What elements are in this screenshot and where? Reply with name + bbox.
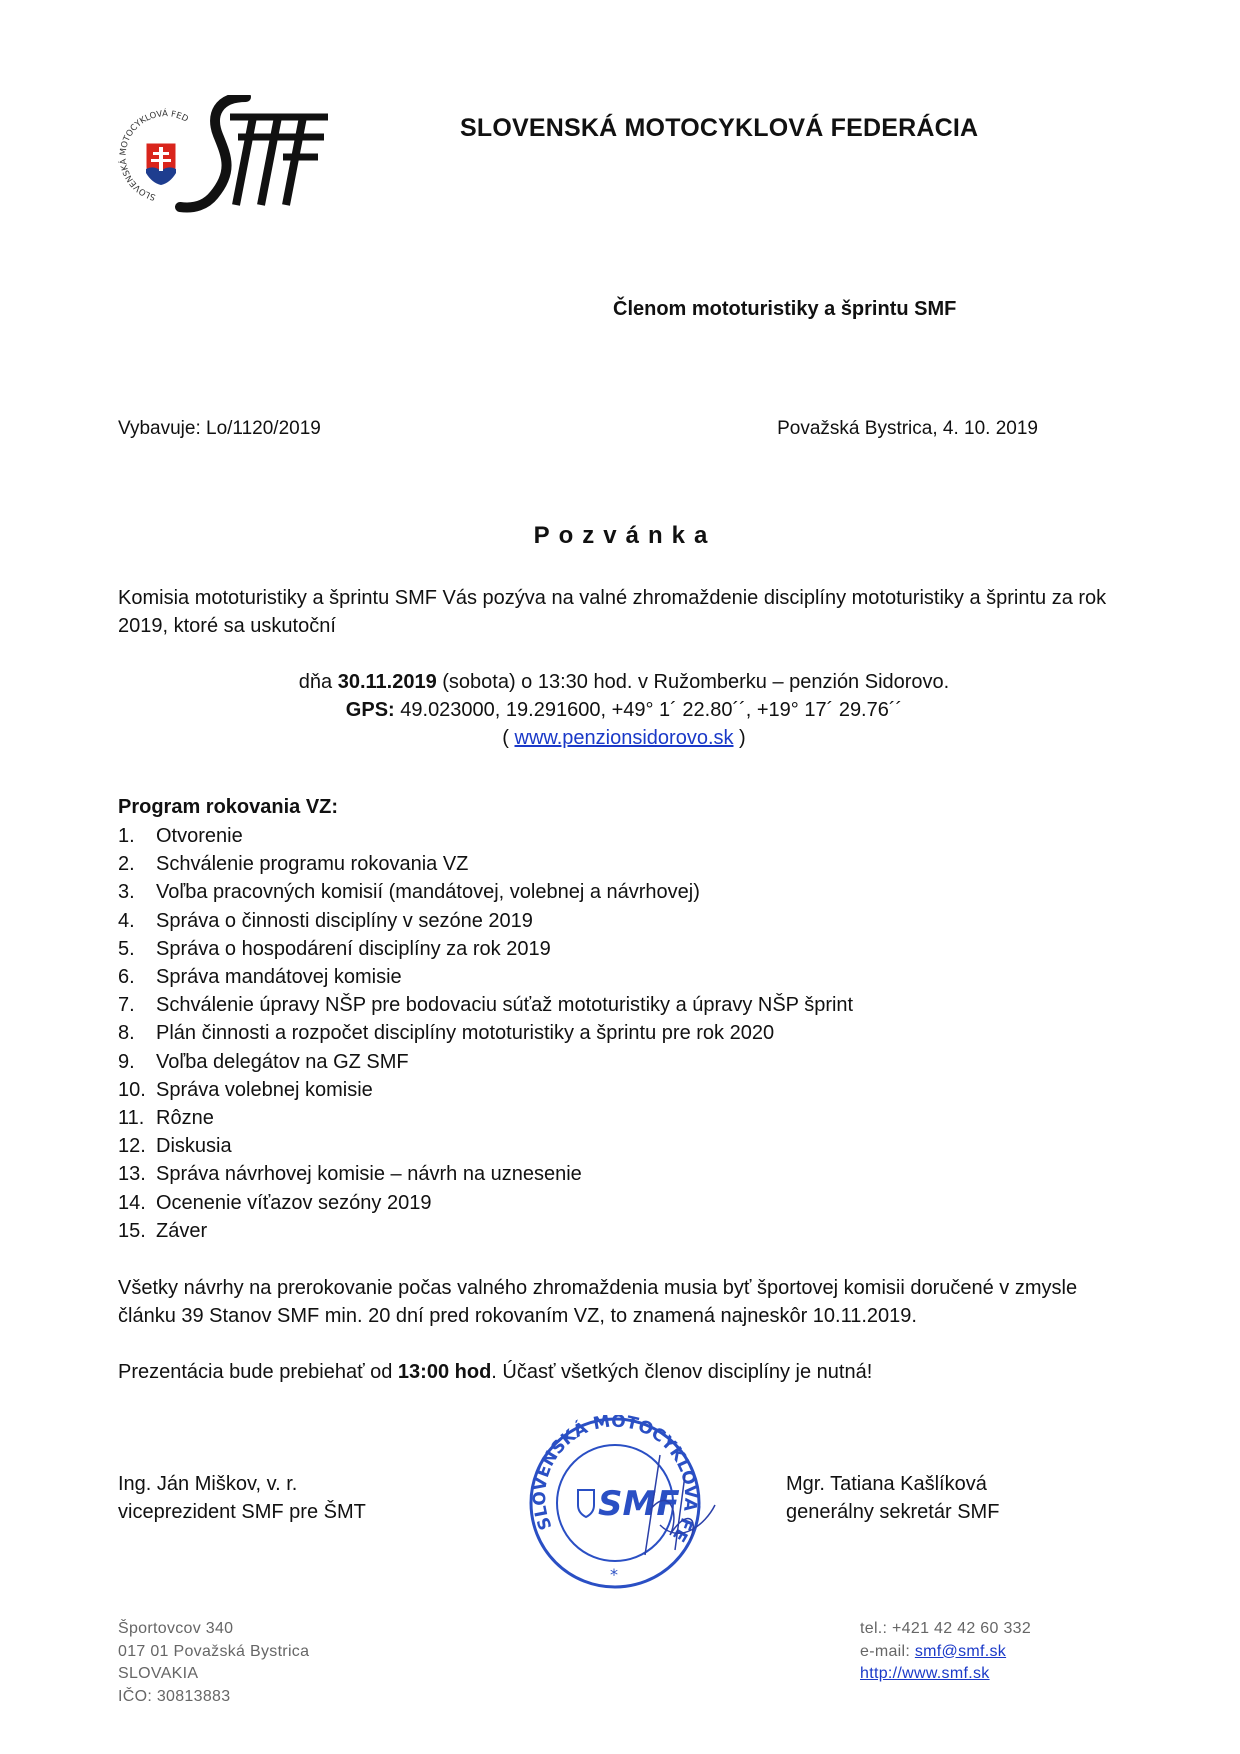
program-item-text: Plán činnosti a rozpočet disciplíny mototuristiky a šprintu pre rok 2020	[156, 1022, 775, 1045]
program-item-number: 9.	[118, 1050, 135, 1073]
program-item-number: 11.	[118, 1107, 145, 1130]
program-item	[118, 1160, 853, 1188]
signatory-role: viceprezident SMF pre ŠMT	[118, 1501, 366, 1523]
program-item-number: 5.	[118, 937, 135, 960]
program-item	[118, 1104, 853, 1132]
program-list	[118, 822, 853, 1245]
footer-contact	[860, 1618, 1031, 1686]
footer-address-line: 017 01 Považská Bystrica	[118, 1642, 310, 1660]
gps-label: GPS:	[345, 699, 395, 721]
signatory-role: generálny sekretár SMF	[786, 1501, 1000, 1523]
program-item-number: 10.	[118, 1078, 146, 1101]
program-item-text: Schválenie programu rokovania VZ	[156, 853, 469, 876]
program-item-number: 4.	[118, 909, 135, 932]
program-item	[118, 1076, 853, 1104]
signatory-name: Mgr. Tatiana Kašlíková	[786, 1473, 987, 1495]
footer-address-line: SLOVAKIA	[118, 1665, 199, 1682]
program-title: Program rokovania VZ:	[118, 796, 339, 818]
program-item-text: Diskusia	[156, 1135, 232, 1158]
signatory-name: Ing. Ján Miškov, v. r.	[118, 1473, 298, 1495]
program-item-number: 13.	[118, 1163, 146, 1186]
meeting-date: 30.11.2019	[337, 671, 437, 693]
logo-ring-text: SLOVENSKÁ MOTOCYKLOVÁ FED	[118, 109, 190, 202]
program-item	[118, 878, 853, 906]
stamp-star: *	[610, 1565, 618, 1584]
website-link[interactable]: http://www.smf.sk	[860, 1665, 990, 1682]
program-item-number: 14.	[118, 1191, 146, 1214]
program-item	[118, 1132, 853, 1160]
stamp-letters: SMF	[598, 1484, 680, 1524]
official-stamp	[510, 1415, 730, 1590]
intro-paragraph: Komisia mototuristiky a šprintu SMF Vás pozýva na valné zhromaždenie disciplíny mototuristiky a šprintu za rok 2019, ktoré sa uskutoční	[118, 587, 1107, 637]
document-heading: Pozvánka	[533, 522, 717, 549]
program-item	[118, 907, 853, 935]
signature-right	[786, 1470, 999, 1526]
gps-line	[118, 696, 1130, 724]
program-item	[118, 1048, 853, 1076]
program-item-text: Ocenenie víťazov sezóny 2019	[156, 1191, 432, 1214]
program-item	[118, 1217, 853, 1245]
proposals-paragraph: Všetky návrhy na prerokovanie počas valného zhromaždenia musia byť športovej komisii doručené v zmysle článku 39 Stanov SMF min. 20 dní pred rokovaním VZ, to znamená najneskôr 10.11.2019.	[118, 1277, 1078, 1327]
gps-value: 49.023000, 19.291600, +49° 1´ 22.80´´, +19° 17´ 29.76´´	[394, 699, 903, 721]
program-item-number: 7.	[118, 994, 135, 1017]
smf-logo	[118, 95, 333, 220]
program-item-number: 2.	[118, 853, 135, 876]
venue-website-link[interactable]: www.penzionsidorovo.sk	[514, 727, 734, 749]
program-item-text: Správa mandátovej komisie	[156, 966, 402, 989]
program-item-number: 8.	[118, 1022, 135, 1045]
footer-address-line: Športovcov 340	[118, 1620, 234, 1637]
meeting-details	[118, 668, 1130, 752]
program-item-text: Správa o činnosti disciplíny v sezóne 2019	[156, 909, 533, 932]
website-line: ( www.penzionsidorovo.sk )	[502, 727, 746, 749]
logo-letters: SMF	[268, 215, 271, 216]
stamp-ring-text: SLOVENSKÁ MOTOCYKLOVÁ FE	[529, 1415, 701, 1546]
program-item-text: Správa o hospodárení disciplíny za rok 2019	[156, 937, 551, 960]
program-item-number: 3.	[118, 881, 135, 904]
registration-paragraph: Prezentácia bude prebiehať od 13:00 hod. Účasť všetkých členov disciplíny je nutná!	[118, 1361, 873, 1383]
program-item-text: Správa volebnej komisie	[156, 1078, 373, 1101]
program-item-number: 12.	[118, 1135, 146, 1158]
footer-address	[118, 1618, 309, 1708]
registration-time: 13:00 hod	[397, 1361, 492, 1383]
program-item-text: Otvorenie	[156, 825, 243, 847]
organization-name: SLOVENSKÁ MOTOCYKLOVÁ FEDERÁCIA	[460, 114, 979, 142]
signature-left	[118, 1470, 366, 1526]
recipient-line: Členom mototuristiky a šprintu SMF	[613, 298, 957, 320]
program-item	[118, 963, 853, 991]
program-item	[118, 1189, 853, 1217]
program-item	[118, 850, 853, 878]
program-item-number: 6.	[118, 966, 135, 989]
program-item-text: Schválenie úpravy NŠP pre bodovaciu súťaž mototuristiky a úpravy NŠP šprint	[156, 994, 854, 1017]
email-link[interactable]: smf@smf.sk	[914, 1642, 1007, 1660]
reference-number: Vybavuje: Lo/1120/2019	[118, 418, 321, 439]
program-item-text: Správa návrhovej komisie – návrh na uznesenie	[156, 1163, 582, 1186]
program-item-text: Záver	[156, 1219, 208, 1242]
program-item-text: Voľba pracovných komisií (mandátovej, volebnej a návrhovej)	[156, 881, 700, 904]
footer-phone: tel.: +421 42 42 60 332	[860, 1620, 1032, 1637]
program-item	[118, 822, 853, 850]
program-item	[118, 1019, 853, 1047]
program-item-text: Rôzne	[156, 1107, 214, 1130]
program-item-number: 1.	[118, 825, 135, 847]
place-and-date: Považská Bystrica, 4. 10. 2019	[777, 418, 1038, 439]
program-item-number: 15.	[118, 1219, 146, 1242]
footer-email-line: e-mail: smf@smf.sk	[860, 1642, 1007, 1660]
program-item	[118, 935, 853, 963]
meeting-date-line: dňa 30.11.2019 (sobota) o 13:30 hod. v Ružomberku – penzión Sidorovo.	[298, 671, 950, 693]
program-item	[118, 991, 853, 1019]
program-item-text: Voľba delegátov na GZ SMF	[156, 1050, 409, 1073]
footer-address-line: IČO: 30813883	[118, 1687, 231, 1705]
